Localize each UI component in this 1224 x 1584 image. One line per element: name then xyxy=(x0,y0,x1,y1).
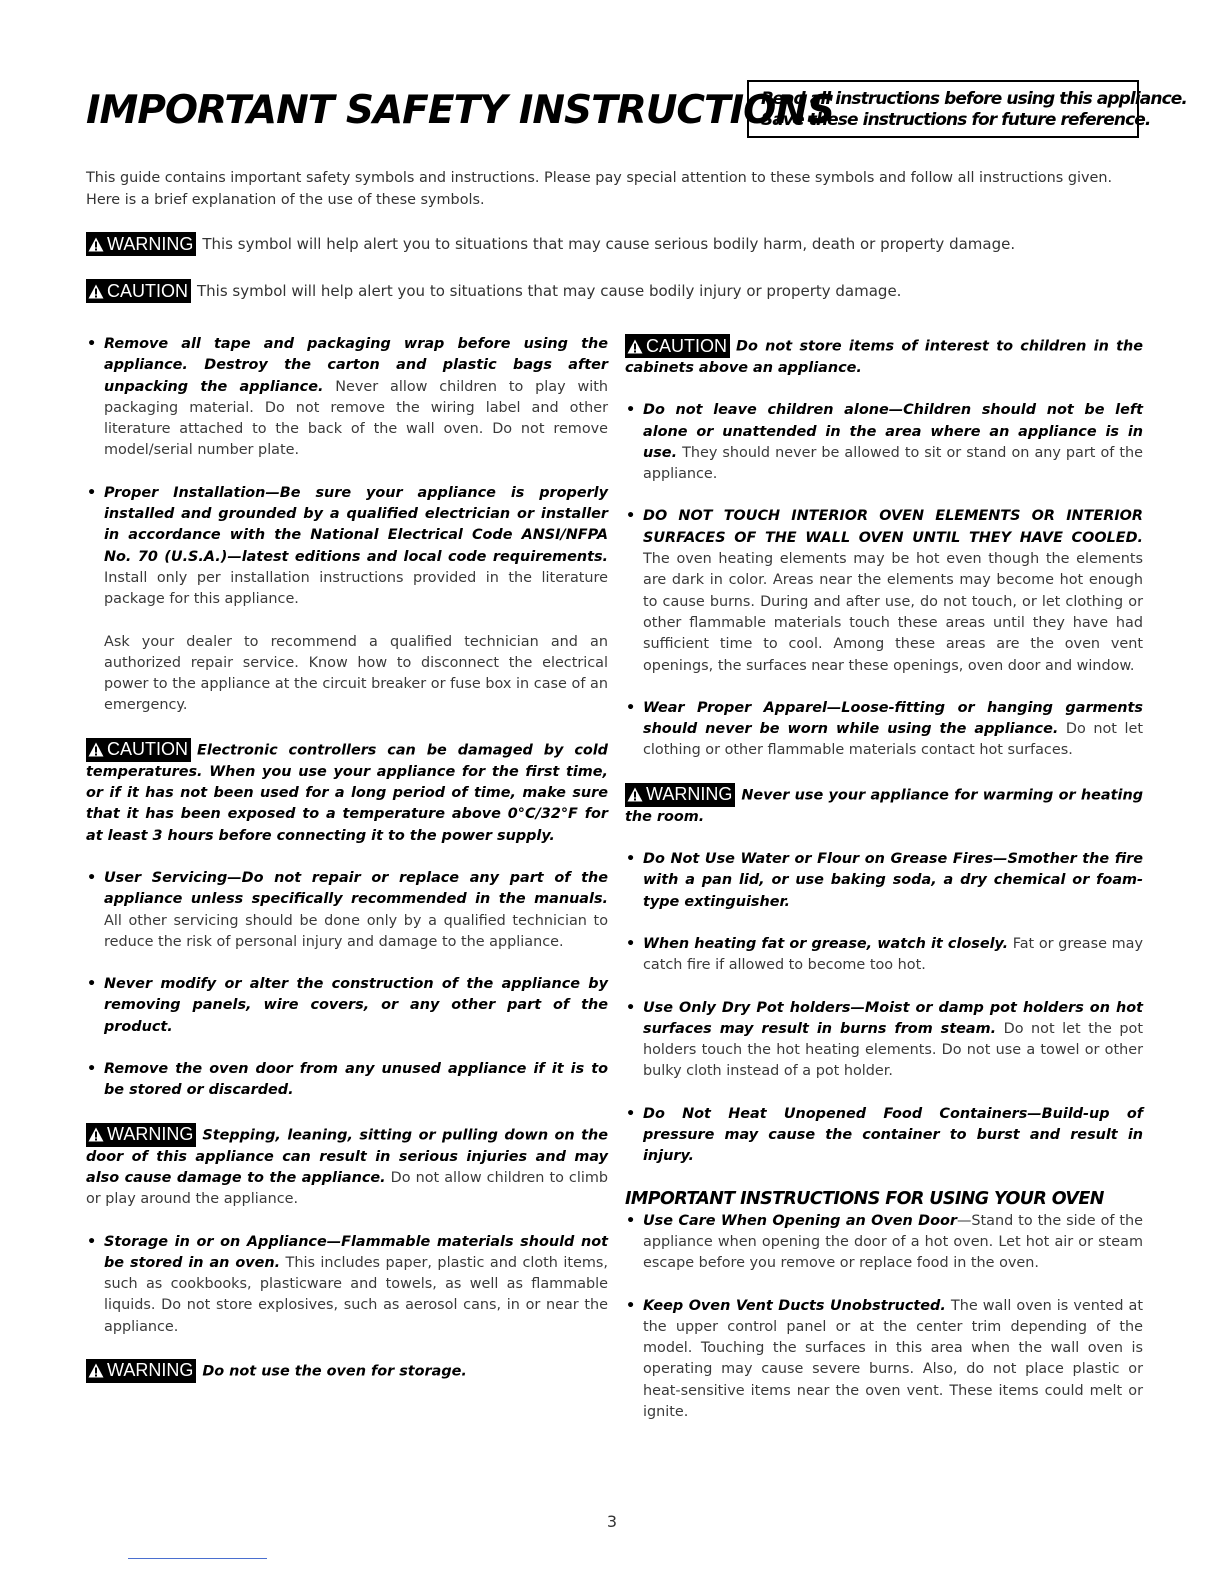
caution-alert xyxy=(625,334,1143,379)
item-text: Do not let clothing or other flammable materials contact hot surfaces. xyxy=(643,721,1144,759)
page-number: 3 xyxy=(606,1512,618,1531)
alert-bold: Stepping, leaning, sitting or pulling down on the door of this appliance can result in serious injuries and may also cause damage to the appliance. xyxy=(86,1127,608,1186)
warning-badge xyxy=(86,1359,196,1383)
bullet: • xyxy=(87,869,97,886)
list-item xyxy=(625,934,1143,977)
list-item xyxy=(86,1059,608,1102)
bullet: • xyxy=(87,1061,97,1078)
bullet: • xyxy=(626,1212,636,1229)
caution-alert xyxy=(86,738,608,847)
item-text: Never allow children to play with packaging material. Do not remove the wiring label and other literature attached to the back of the wall oven. Do not remove model/serial number plate. xyxy=(104,378,608,459)
warning-triangle-icon xyxy=(88,284,104,299)
warning-alert xyxy=(625,783,1143,828)
alert-text: Do not allow children to climb or play around the appliance. xyxy=(86,1169,608,1208)
bullet: • xyxy=(626,508,636,525)
warning-badge-label: WARNING xyxy=(107,1124,194,1145)
item-text: Fat or grease may catch fire if allowed to become too hot. xyxy=(643,935,1144,974)
page-title: IMPORTANT SAFETY INSTRUCTIONS xyxy=(86,88,835,133)
alert-bold: Never use your appliance for warming or heating the room. xyxy=(625,787,1143,825)
footer-rule xyxy=(128,1558,267,1559)
list-item xyxy=(625,998,1143,1083)
paragraph: Ask your dealer to recommend a qualified technician and an authorized repair service. Know how to disconnect the electrical power to the appliance at the circuit breaker or fuse box in case of an emergency. xyxy=(104,633,608,714)
list-item xyxy=(86,868,608,953)
list-item xyxy=(625,400,1143,485)
bullet: • xyxy=(626,851,636,868)
warning-triangle-icon xyxy=(88,1127,104,1142)
caution-legend xyxy=(86,279,901,303)
caution-legend-text: This symbol will help alert you to situations that may cause bodily injury or property damage. xyxy=(197,282,902,300)
item-bold: Storage in or on Appliance—Flammable materials should not be stored in an oven. xyxy=(104,1233,608,1271)
warning-legend xyxy=(86,232,1015,256)
list-item xyxy=(625,1211,1143,1275)
item-bold: Keep Oven Vent Ducts Unobstructed. xyxy=(643,1297,946,1314)
warning-triangle-icon xyxy=(627,787,643,802)
list-item xyxy=(86,483,608,611)
caution-badge xyxy=(86,279,191,303)
alert-bold: Electronic controllers can be damaged by cold temperatures. When you use your appliance for the first time, or if it has not been used for a long period of time, make sure that it has been exposed to a temperature above 0°C/32°F for at least 3 hours before connecting it to the power supply. xyxy=(86,742,608,844)
list-item xyxy=(86,1232,608,1338)
warning-badge-label: WARNING xyxy=(646,784,733,805)
warning-triangle-icon xyxy=(627,339,643,354)
item-bold: Remove the oven door from any unused appliance if it is to be stored or discarded. xyxy=(104,1061,608,1099)
item-bold: DO NOT TOUCH INTERIOR OVEN ELEMENTS OR INTERIOR SURFACES OF THE WALL OVEN UNTIL THEY HAVE COOLED. xyxy=(643,508,1143,546)
item-bold: Do not leave children alone—Children should not be left alone or unattended in the area where an appliance is in use. xyxy=(643,402,1143,461)
item-bold: Wear Proper Apparel—Loose-fitting or hanging garments should never be worn while using the appliance. xyxy=(643,699,1143,738)
item-bold: Use Care When Opening an Oven Door xyxy=(643,1212,957,1229)
item-text: All other servicing should be done only by a qualified technician to reduce the risk of personal injury and damage to the appliance. xyxy=(104,912,608,950)
item-bold: User Servicing—Do not repair or replace any part of the appliance unless specifically recommended in the manuals. xyxy=(104,869,608,908)
bullet: • xyxy=(626,402,636,419)
item-bold: Do Not Use Water or Flour on Grease Fires—Smother the fire with a pan lid, or use baking soda, a dry chemical or foam-type extinguisher. xyxy=(643,851,1143,910)
item-text: The wall oven is vented at the upper control panel or at the center trim depending of the model. Touching the surfaces in this area when the wall oven is operating may cause severe burns. Also, do not place plastic or heat-sensitive items near the oven vent. These items could melt or ignite. xyxy=(643,1297,1143,1420)
caution-badge-label: CAUTION xyxy=(107,739,188,760)
warning-badge-label: WARNING xyxy=(107,1360,194,1381)
list-item xyxy=(625,1104,1143,1168)
warning-badge xyxy=(86,1123,196,1147)
list-item xyxy=(625,1296,1143,1424)
bullet: • xyxy=(626,999,636,1016)
alert-bold: Do not use the oven for storage. xyxy=(202,1363,467,1380)
list-item xyxy=(625,506,1143,676)
list-item xyxy=(86,334,608,462)
item-bold: When heating fat or grease, watch it closely. xyxy=(643,935,1009,952)
list-item xyxy=(625,849,1143,913)
item-bold: Remove all tape and packaging wrap before using the appliance. Destroy the carton and plastic bags after unpacking the appliance. xyxy=(104,336,608,395)
caution-badge xyxy=(625,334,730,358)
item-bold: Use Only Dry Pot holders—Moist or damp pot holders on hot surfaces may result in burns from steam. xyxy=(643,999,1143,1037)
warning-badge xyxy=(625,783,735,807)
notice-line-2: Save these instructions for future reference. xyxy=(761,110,1151,130)
bullet: • xyxy=(626,1105,636,1122)
bullet: • xyxy=(87,484,97,501)
bullet: • xyxy=(626,935,636,952)
bullet: • xyxy=(626,699,636,716)
warning-alert xyxy=(86,1123,608,1211)
warning-triangle-icon xyxy=(88,742,104,757)
warning-legend-text: This symbol will help alert you to situations that may cause serious bodily harm, death or property damage. xyxy=(202,235,1016,253)
notice-line-1: Read all instructions before using this appliance. xyxy=(761,89,1187,109)
list-item xyxy=(86,974,608,1038)
item-bold: Proper Installation—Be sure your appliance is properly installed and grounded by a qualified electrician or installer in accordance with the National Electrical Code ANSI/NFPA No. 70 (U.S.A.)—latest editions and local code requirements. xyxy=(104,484,608,565)
bullet: • xyxy=(87,976,97,993)
warning-triangle-icon xyxy=(88,237,104,252)
item-text: Install only per installation instructions provided in the literature package for this appliance. xyxy=(104,569,608,608)
warning-triangle-icon xyxy=(88,1363,104,1378)
caution-badge xyxy=(86,738,191,762)
warning-alert xyxy=(86,1359,608,1383)
warning-badge xyxy=(86,232,196,256)
item-text: This includes paper, plastic and cloth items, such as cookbooks, plasticware and towels, as well as flammable liquids. Do not store explosives, such as aerosol cans, in or near the appliance. xyxy=(104,1254,608,1335)
alert-bold: Do not store items of interest to children in the cabinets above an appliance. xyxy=(625,338,1143,376)
read-instructions-notice xyxy=(747,80,1187,138)
item-text: Do not let the pot holders touch the hot heating elements. Do not use a towel or other bulky cloth instead of a pot holder. xyxy=(643,1020,1143,1080)
list-item xyxy=(625,698,1143,762)
right-column xyxy=(625,334,1143,1444)
item-text: They should never be allowed to sit or stand on any part of the appliance. xyxy=(643,444,1143,483)
item-text: The oven heating elements may be hot even though the elements are dark in color. Areas near the elements may become hot enough to cause burns. During and after use, do not touch, or let clothing or other flammable materials touch these areas until they have had sufficient time to cool. Among these areas are the oven vent openings, the surfaces near these openings, oven door and window. xyxy=(643,551,1143,674)
caution-badge-label: CAUTION xyxy=(107,280,188,301)
item-text: —Stand to the side of the appliance when opening the door of a hot oven. Let hot air or steam escape before you remove or replace food in the oven. xyxy=(643,1212,1144,1272)
intro-paragraph: This guide contains important safety symbols and instructions. Please pay special attention to these symbols and follow all instructions given. Here is a brief explanation of the use of these symbols. xyxy=(86,170,1113,208)
left-column xyxy=(86,334,608,1404)
item-bold: Never modify or alter the construction of the appliance by removing panels, wire covers, or any other part of the product. xyxy=(104,976,608,1035)
bullet: • xyxy=(626,1297,636,1314)
bullet: • xyxy=(87,336,97,352)
item-bold: Do Not Heat Unopened Food Containers—Build-up of pressure may cause the container to burst and result in injury. xyxy=(643,1105,1143,1165)
caution-badge-label: CAUTION xyxy=(646,335,727,356)
warning-badge-label: WARNING xyxy=(107,233,194,254)
bullet: • xyxy=(87,1233,97,1250)
section-heading: IMPORTANT INSTRUCTIONS FOR USING YOUR OVEN xyxy=(625,1188,1104,1209)
